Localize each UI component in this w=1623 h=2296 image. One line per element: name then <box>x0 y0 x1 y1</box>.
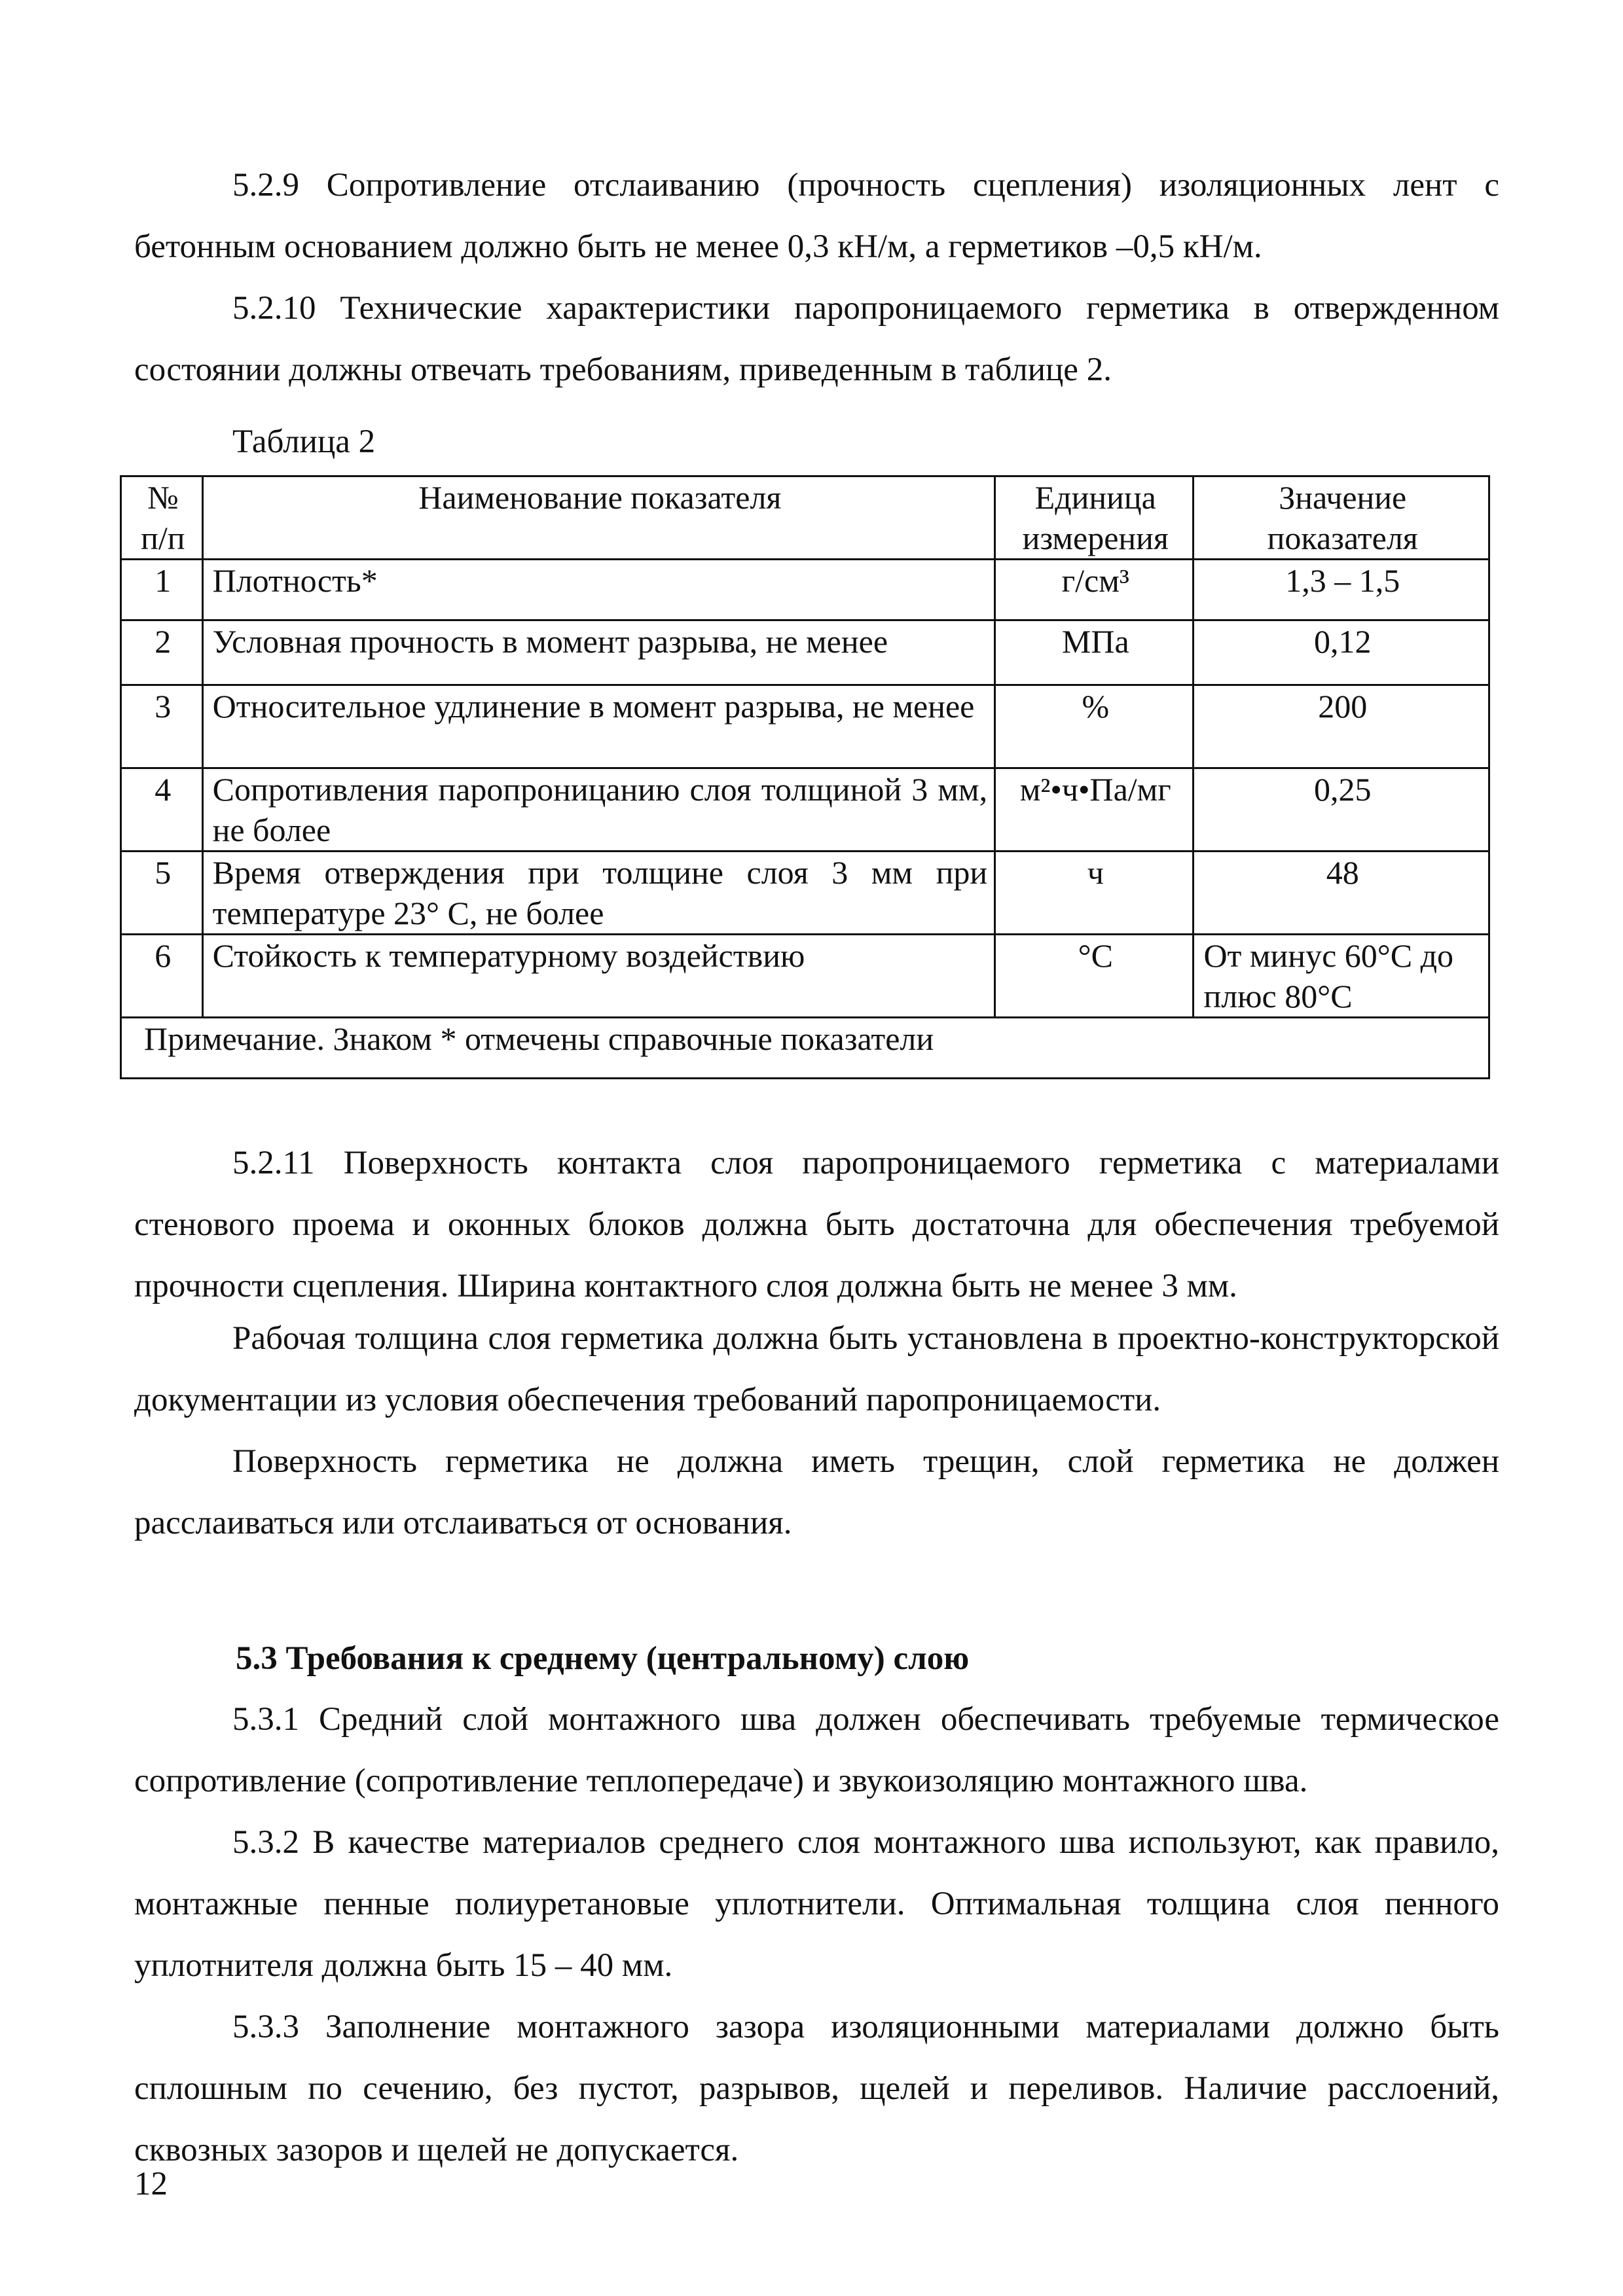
paragraph-surface: Поверхность герметика не должна иметь трещин, слой герметика не должен расслаиваться или отслаиваться от основания. <box>134 1443 1499 1541</box>
specification-table <box>120 475 1490 1079</box>
row-value: 1,3 – 1,5 <box>1194 560 1489 620</box>
paragraph-5-3-1: 5.3.1 Средний слой монтажного шва должен обеспечивать требуемые термическое сопротивление (сопротивление теплопередаче) и звукоизоляцию монтажного шва. <box>134 1701 1499 1799</box>
paragraph-5-2-11: 5.2.11 Поверхность контакта слоя паропроницаемого герметика с материалами стенового проема и оконных блоков должна быть достаточна для обеспечения требуемой прочности сцепления. Ширина контактного слоя должна быть не менее 3 мм. <box>134 1145 1499 1304</box>
paragraph-5-3-2: 5.3.2 В качестве материалов среднего слоя монтажного шва используют, как правило, монтажные пенные полиуретановые уплотнители. Оптимальная толщина слоя пенного уплотнителя должна быть 15 – 40 мм. <box>134 1824 1499 1984</box>
row-num: 5 <box>121 852 203 935</box>
table-row <box>121 685 1489 768</box>
row-unit: ч <box>995 852 1194 935</box>
row-name: Сопротивления паропроницанию слоя толщиной 3 мм, не более <box>202 768 994 852</box>
row-num: 1 <box>121 560 203 620</box>
table-row <box>121 560 1489 620</box>
table-caption: Таблица 2 <box>232 423 376 460</box>
row-name: Время отверждения при толщине слоя 3 мм при температуре 23° С, не более <box>202 852 994 935</box>
row-value: 200 <box>1194 685 1489 768</box>
paragraph-thickness: Рабочая толщина слоя герметика должна быть установлена в проектно-конструкторской документации из условия обеспечения требований паропроницаемости. <box>134 1320 1499 1418</box>
table-row <box>121 852 1489 935</box>
paragraph-5-2-10: 5.2.10 Технические характеристики паропроницаемого герметика в отвержденном состоянии должны отвечать требованиям, приведенным в таблице 2. <box>134 290 1499 388</box>
row-unit: °С <box>995 935 1194 1018</box>
row-num: 2 <box>121 620 203 685</box>
row-unit: м²•ч•Па/мг <box>995 768 1194 852</box>
paragraph-5-3-3: 5.3.3 Заполнение монтажного зазора изоляционными материалами должно быть сплошным по сечению, без пустот, разрывов, щелей и переливов. Наличие расслоений, сквозных зазоров и щелей не допускается. <box>134 2009 1499 2168</box>
paragraph-5-2-9: 5.2.9 Сопротивление отслаиванию (прочность сцепления) изоляционных лент с бетонным основанием должно быть не менее 0,3 кН/м, а герметиков –0,5 кН/м. <box>134 167 1499 265</box>
table-row <box>121 620 1489 685</box>
row-unit: % <box>995 685 1194 768</box>
header-name: Наименование показателя <box>202 476 994 560</box>
header-num: № п/п <box>121 476 203 560</box>
row-num: 4 <box>121 768 203 852</box>
row-value: 48 <box>1194 852 1489 935</box>
section-heading: 5.3 Требования к среднему (центральному) слою <box>236 1640 970 1677</box>
row-value: От минус 60°С до плюс 80°С <box>1194 935 1489 1018</box>
row-unit: МПа <box>995 620 1194 685</box>
row-num: 6 <box>121 935 203 1018</box>
row-unit: г/см³ <box>995 560 1194 620</box>
page-number: 12 <box>134 2166 168 2202</box>
header-unit: Единица измерения <box>995 476 1194 560</box>
table-row <box>121 935 1489 1018</box>
table-note: Примечание. Знаком * отмечены справочные показатели <box>121 1018 1489 1079</box>
row-value: 0,12 <box>1194 620 1489 685</box>
table-row <box>121 768 1489 852</box>
row-value: 0,25 <box>1194 768 1489 852</box>
row-name: Стойкость к температурному воздействию <box>202 935 994 1018</box>
header-value: Значение показателя <box>1194 476 1489 560</box>
table-header-row <box>121 476 1489 560</box>
row-name: Относительное удлинение в момент разрыва, не менее <box>202 685 994 768</box>
row-name: Плотность* <box>202 560 994 620</box>
table-note-row <box>121 1018 1489 1079</box>
row-num: 3 <box>121 685 203 768</box>
row-name: Условная прочность в момент разрыва, не менее <box>202 620 994 685</box>
